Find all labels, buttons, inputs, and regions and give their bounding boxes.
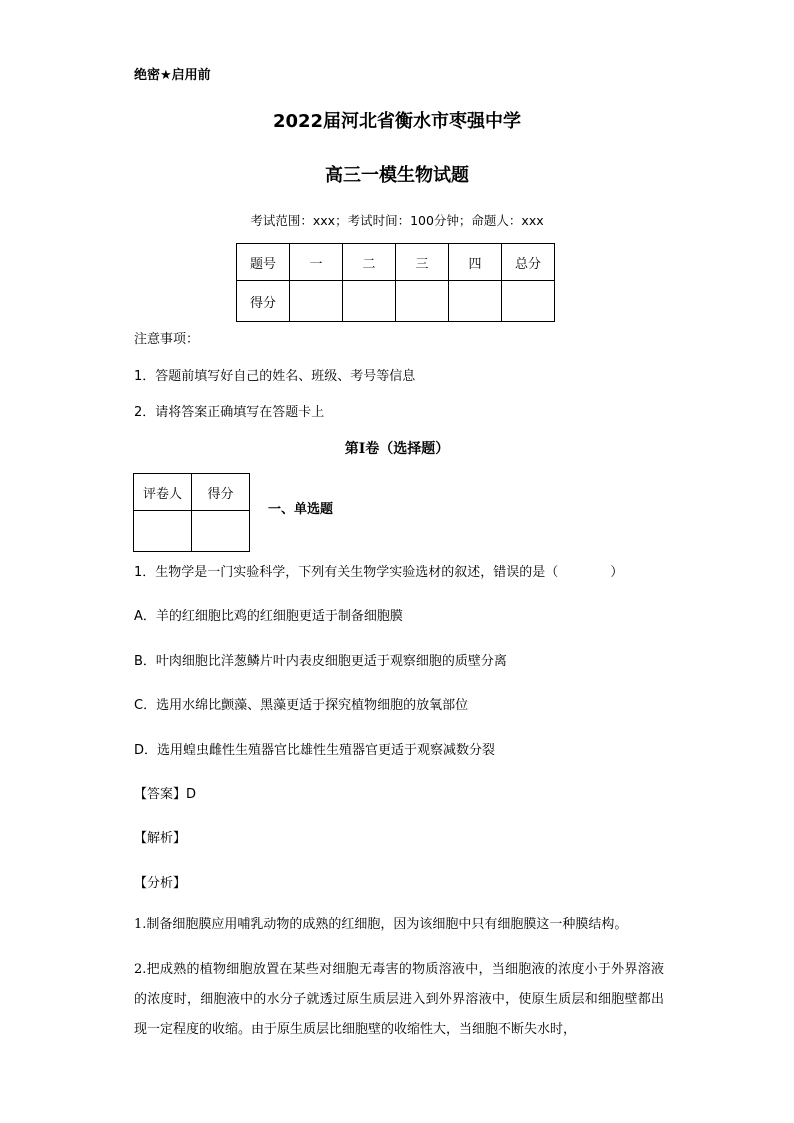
grader-score-label: 得分 xyxy=(192,474,250,511)
grader-label: 评卷人 xyxy=(134,474,192,511)
option-b: B．叶肉细胞比洋葱鳞片叶内表皮细胞更适于观察细胞的质壁分离 xyxy=(134,654,507,669)
note-item: 1．答题前填写好自己的姓名、班级、考号等信息 xyxy=(134,369,416,384)
option-a: A．羊的红细胞比鸡的红细胞更适于制备细胞膜 xyxy=(134,609,403,624)
note-item: 2．请将答案正确填写在答题卡上 xyxy=(134,405,325,420)
analysis-paragraph: 2.把成熟的植物细胞放置在某些对细胞无毒害的物质溶液中，当细胞液的浓度小于外界溶液的浓度时，细胞液中的水分子就透过原生质层进入到外界溶液中，使原生质层和细胞壁都出现一定程度的收缩。由于原生质层比细胞壁的收缩性大，当细胞不断失水时， xyxy=(134,962,664,1037)
grader-table-header-row xyxy=(134,474,250,511)
score-table-header-cell: 二 xyxy=(343,244,396,281)
score-cell xyxy=(449,281,502,322)
score-cell xyxy=(343,281,396,322)
document-title: 2022届河北省衡水市枣强中学 xyxy=(272,111,522,132)
part-title: 第I卷（选择题） xyxy=(344,441,450,457)
grader-cell xyxy=(134,511,192,552)
score-table-header-cell: 一 xyxy=(290,244,343,281)
document-subtitle: 高三一模生物试题 xyxy=(325,165,469,186)
explanation-label: 【解析】 xyxy=(134,831,187,846)
analysis-paragraph: 1.制备细胞膜应用哺乳动物的成熟的红细胞，因为该细胞中只有细胞膜这一种膜结构。 xyxy=(134,917,628,932)
section-title: 一、单选题 xyxy=(268,502,334,517)
option-c: C．选用水绵比颤藻、黑藻更适于探究植物细胞的放氧部位 xyxy=(134,698,469,713)
score-row-label: 得分 xyxy=(237,281,290,322)
score-table xyxy=(236,243,555,322)
question-stem: 1．生物学是一门实验科学，下列有关生物学实验选材的叙述，错误的是（ ） xyxy=(134,565,624,580)
exam-info: 考试范围：xxx；考试时间：100分钟；命题人：xxx xyxy=(250,213,544,228)
confidential-mark: 绝密★启用前 xyxy=(134,68,211,83)
grader-table xyxy=(133,473,250,552)
analysis-label: 【分析】 xyxy=(134,876,187,891)
option-d: D．选用蝗虫雌性生殖器官比雄性生殖器官更适于观察减数分裂 xyxy=(134,743,496,758)
score-table-header-cell: 题号 xyxy=(237,244,290,281)
score-table-score-row xyxy=(237,281,555,322)
grader-cell xyxy=(192,511,250,552)
score-table-header-cell: 四 xyxy=(449,244,502,281)
score-table-header-row xyxy=(237,244,555,281)
grader-table-blank-row xyxy=(134,511,250,552)
score-cell xyxy=(396,281,449,322)
score-cell xyxy=(290,281,343,322)
score-table-header-cell: 三 xyxy=(396,244,449,281)
score-table-header-cell: 总分 xyxy=(502,244,555,281)
notes-title: 注意事项： xyxy=(134,332,200,347)
score-cell xyxy=(502,281,555,322)
answer-label: 【答案】D xyxy=(134,787,197,802)
